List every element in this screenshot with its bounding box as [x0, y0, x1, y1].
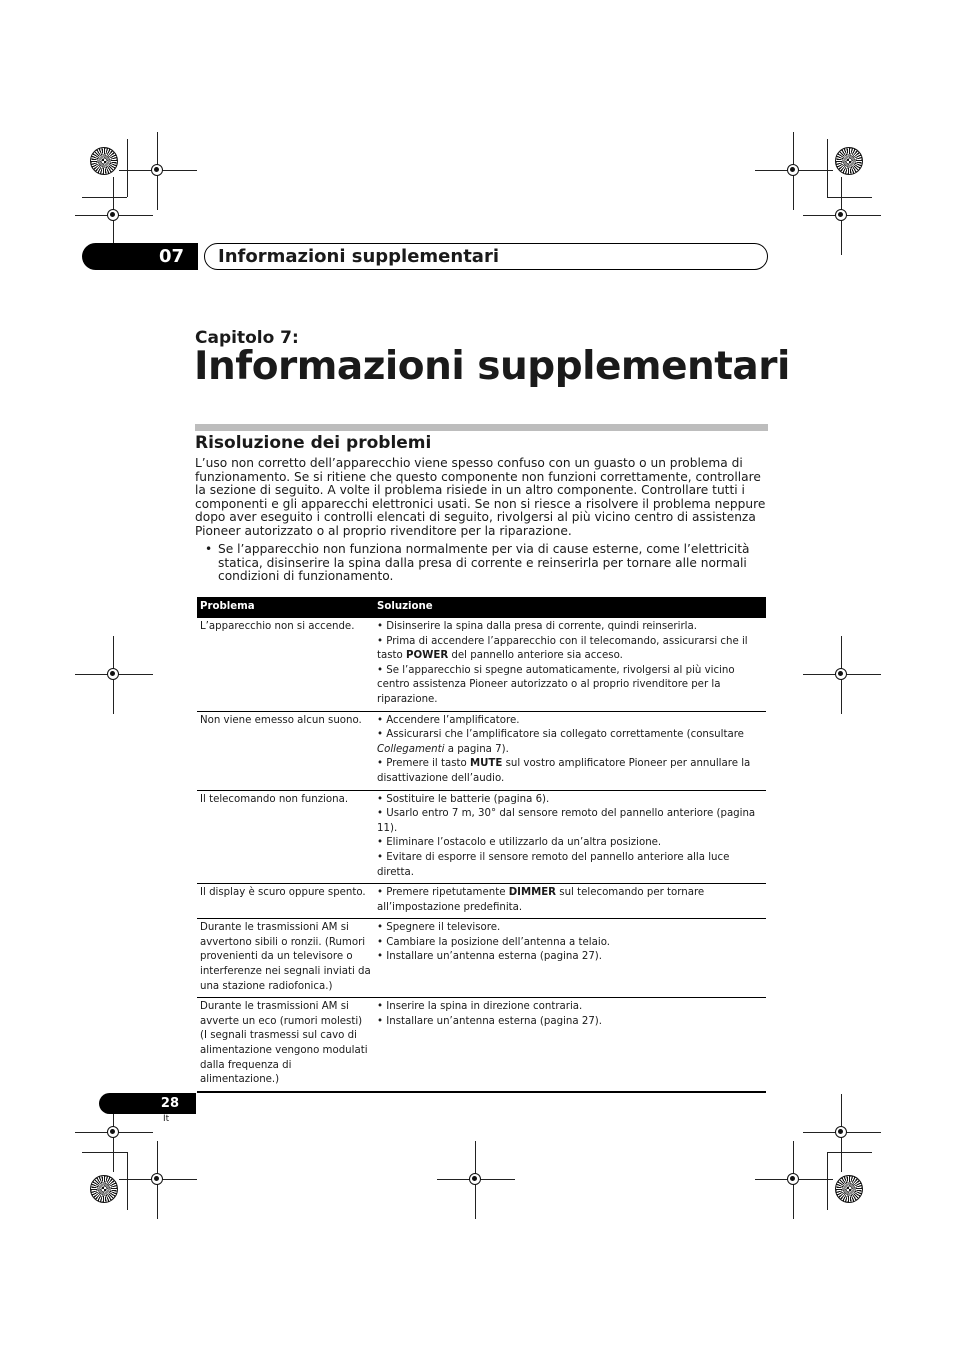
solution-text: • Premere il tasto	[377, 758, 471, 770]
solution-item	[377, 728, 763, 757]
solution-text: • Disinserire la spina dalla presa di corrente, quindi reinserirla.	[377, 621, 697, 632]
troubleshooting-table	[197, 597, 766, 1093]
solution-text: a pagina 7).	[444, 743, 509, 755]
solution-text: • Assicurarsi che l’amplificatore sia collegato correttamente (consultare	[377, 729, 744, 741]
section-divider	[195, 424, 768, 431]
solution-text: • Installare un’antenna esterna (pagina 27).	[377, 951, 603, 963]
solution-text: • Inserire la spina in direzione contraria.	[377, 1001, 583, 1013]
solution-text: • Installare un’antenna esterna (pagina 27).	[377, 1015, 603, 1027]
crosshair-mark-icon	[803, 636, 881, 714]
intro-paragraph: L’uso non corretto dell’apparecchio viene spesso confuso con un guasto o un problema di funzionamento. Se si ritiene che questo componente non funzioni correttamente, controllare la sezione di seguito. A volte il problema risiede in un altro componente. Controllare tutti i componenti e gli apparecchi elettronici usati. Se non si riesce a risolvere il problema neppure dopo aver eseguito i controlli elencati di seguito, rivolgersi al più vicino centro di assistenza Pioneer autorizzato o al proprio rivenditore per la riparazione.	[195, 456, 766, 538]
table-row	[197, 790, 766, 884]
solution-text: • Sostituire le batterie (pagina 6).	[377, 793, 550, 805]
problem-cell: Il telecomando non funziona.	[197, 790, 374, 884]
table-row	[197, 884, 766, 919]
starburst-mark-icon	[90, 1175, 118, 1203]
solution-item	[377, 851, 763, 880]
solution-text: • Prima di accendere l’apparecchio con il telecomando, assicurarsi che il tasto	[377, 635, 748, 662]
solution-item	[377, 664, 763, 708]
solution-text: • Cambiare la posizione dell’antenna a telaio.	[377, 936, 610, 948]
solution-item	[377, 1000, 763, 1015]
language-code: It	[163, 1114, 170, 1124]
solution-text: • Evitare di esporre il sensore remoto del pannello anteriore alla luce diretta.	[377, 851, 730, 878]
solution-text: • Eliminare l’ostacolo e utilizzarlo da un’altra posizione.	[377, 837, 662, 849]
crosshair-mark-icon	[803, 177, 881, 255]
solution-text: • Spegnere il televisore.	[377, 922, 501, 934]
section-title: Risoluzione dei problemi	[195, 433, 432, 453]
column-header-solution: Soluzione	[374, 597, 766, 618]
chapter-header-box	[204, 243, 768, 270]
problem-cell: Durante le trasmissioni AM si avvertono sibili o ronzii. (Rumori provenienti da un televisore o interferenze nei segnali inviati da una stazione radiofonica.)	[197, 919, 374, 998]
solution-text: sul vostro amplificatore Pioneer per annullare la disattivazione dell’audio.	[377, 758, 751, 784]
table-row	[197, 998, 766, 1092]
solution-item	[377, 793, 763, 808]
solution-item	[377, 807, 763, 836]
crosshair-mark-icon	[75, 636, 153, 714]
solution-cell	[374, 998, 766, 1092]
bullet-dot-icon: •	[205, 542, 213, 556]
solution-item	[377, 757, 763, 786]
button-key-label: POWER	[406, 650, 449, 662]
table-header-row	[197, 597, 766, 618]
column-header-problem: Problema	[197, 597, 374, 618]
table-row	[197, 618, 766, 711]
solution-item	[377, 836, 763, 851]
solution-cell	[374, 790, 766, 884]
button-key-label: DIMMER	[508, 887, 557, 899]
solution-item	[377, 1015, 763, 1030]
solution-text: • Usarlo entro 7 m, 30° dal sensore remoto del pannello anteriore (pagina 11).	[377, 808, 756, 834]
cross-reference-label: Collegamenti	[377, 743, 445, 755]
chapter-title: Informazioni supplementari	[194, 344, 790, 389]
solution-text: del pannello anteriore sia acceso.	[448, 650, 623, 662]
crosshair-mark-icon	[755, 1141, 833, 1219]
button-key-label: MUTE	[470, 758, 503, 770]
solution-text: • Premere ripetutamente	[377, 887, 509, 899]
solution-item	[377, 886, 763, 915]
starburst-mark-icon	[835, 147, 863, 175]
solution-text: sul telecomando per tornare all’impostazione predefinita.	[377, 887, 705, 913]
solution-item	[377, 950, 763, 965]
crosshair-mark-icon	[437, 1141, 515, 1219]
solution-item	[377, 921, 763, 936]
chapter-number-tab: 07	[82, 243, 198, 270]
problem-cell: L’apparecchio non si accende.	[197, 618, 374, 711]
solution-cell	[374, 884, 766, 919]
solution-cell	[374, 618, 766, 711]
chapter-label: Capitolo 7:	[195, 328, 299, 348]
solution-text: • Accendere l’amplificatore.	[377, 714, 520, 726]
chapter-header-title: Informazioni supplementari	[218, 246, 500, 267]
starburst-mark-icon	[835, 1175, 863, 1203]
table-row	[197, 919, 766, 998]
starburst-mark-icon	[90, 147, 118, 175]
solution-cell	[374, 711, 766, 790]
bullet-text: Se l’apparecchio non funziona normalmente per via di cause esterne, come l’elettricità statica, disinserire la spina dalla presa di corrente e reinserirla per tornare alle normali condizioni di funzionamento.	[218, 542, 750, 584]
solution-item	[377, 714, 763, 729]
problem-cell: Durante le trasmissioni AM si avverte un eco (rumori molesti) (I segnali trasmessi sul cavo di alimentazione vengono modulati dalla frequenza di alimentazione.)	[197, 998, 374, 1092]
solution-cell	[374, 919, 766, 998]
solution-item	[377, 936, 763, 951]
solution-text: • Se l’apparecchio si spegne automaticamente, rivolgersi al più vicino centro assistenza Pioneer autorizzato o al proprio rivenditore per la riparazione.	[377, 664, 735, 705]
crosshair-mark-icon	[119, 1141, 197, 1219]
problem-cell: Non viene emesso alcun suono.	[197, 711, 374, 790]
problem-cell: Il display è scuro oppure spento.	[197, 884, 374, 919]
page-number-tab: 28	[99, 1093, 196, 1114]
solution-item	[377, 620, 763, 635]
solution-item	[377, 635, 763, 664]
table-row	[197, 711, 766, 790]
